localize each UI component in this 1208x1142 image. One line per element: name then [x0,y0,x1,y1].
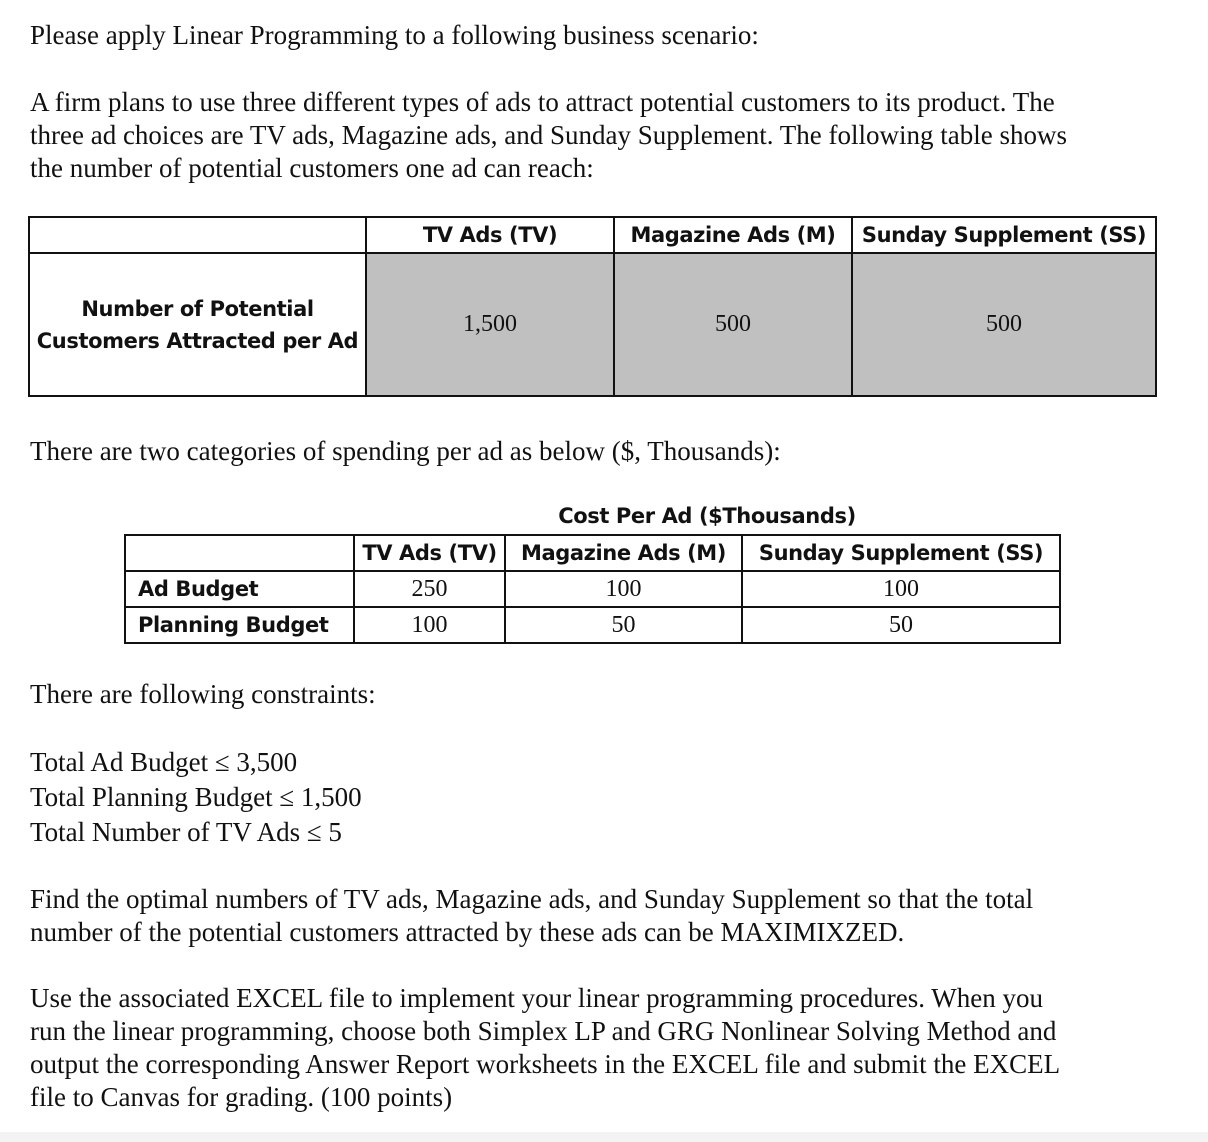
cost-row-planning-budget [125,607,1060,643]
cost-value: 50 [505,607,742,643]
instructions-line: file to Canvas for grading. (100 points) [30,1082,453,1112]
reach-row-label [29,253,366,396]
cost-value: 250 [354,571,505,607]
reach-table-corner-cell [29,217,366,253]
constraints-intro: There are following constraints: [30,679,376,709]
instructions-line: Use the associated EXCEL file to implement your linear programming procedures. When you [30,983,1043,1013]
bottom-band [0,1132,1208,1142]
cost-table-header-row [125,535,1060,571]
reach-table-row [29,253,1156,396]
reach-value-tv: 1,500 [366,253,614,396]
cost-row-ad-budget [125,571,1060,607]
constraint-item: Total Ad Budget ≤ 3,500 [30,747,298,777]
constraint-item: Total Planning Budget ≤ 1,500 [30,782,362,812]
cost-table [124,534,1061,644]
cost-col-magazine: Magazine Ads (M) [505,535,742,571]
scenario-line: the number of potential customers one ad can reach: [30,153,594,183]
spending-intro: There are two categories of spending per ad as below ($, Thousands): [30,436,781,466]
cost-table-corner-cell [125,535,354,571]
reach-table-header-row [29,217,1156,253]
cost-value: 100 [505,571,742,607]
cost-value: 100 [354,607,505,643]
cost-row-label: Planning Budget [125,607,354,643]
objective-line: number of the potential customers attracted by these ads can be MAXIMIXZED. [30,917,905,947]
instructions-line: run the linear programming, choose both Simplex LP and GRG Nonlinear Solving Method and [30,1016,1057,1046]
reach-row-label-line: Number of Potential [81,296,314,321]
constraint-item: Total Number of TV Ads ≤ 5 [30,817,342,847]
intro-text: Please apply Linear Programming to a following business scenario: [30,20,759,50]
scenario-line: three ad choices are TV ads, Magazine ads, and Sunday Supplement. The following table shows [30,120,1067,150]
cost-row-label: Ad Budget [125,571,354,607]
reach-value-magazine: 500 [614,253,852,396]
reach-table [28,216,1157,397]
reach-col-tv: TV Ads (TV) [366,217,614,253]
scenario-line: A firm plans to use three different types of ads to attract potential customers to its product. The [30,87,1055,117]
cost-value: 100 [742,571,1060,607]
reach-row-label-line: Customers Attracted per Ad [36,328,359,353]
cost-col-sunday: Sunday Supplement (SS) [742,535,1060,571]
cost-value: 50 [742,607,1060,643]
reach-col-sunday: Sunday Supplement (SS) [852,217,1156,253]
reach-value-sunday: 500 [852,253,1156,396]
cost-table-caption: Cost Per Ad ($Thousands) [558,504,856,528]
objective-line: Find the optimal numbers of TV ads, Magazine ads, and Sunday Supplement so that the total [30,884,1034,914]
instructions-line: output the corresponding Answer Report worksheets in the EXCEL file and submit the EXCEL [30,1049,1061,1079]
reach-col-magazine: Magazine Ads (M) [614,217,852,253]
cost-col-tv: TV Ads (TV) [354,535,505,571]
